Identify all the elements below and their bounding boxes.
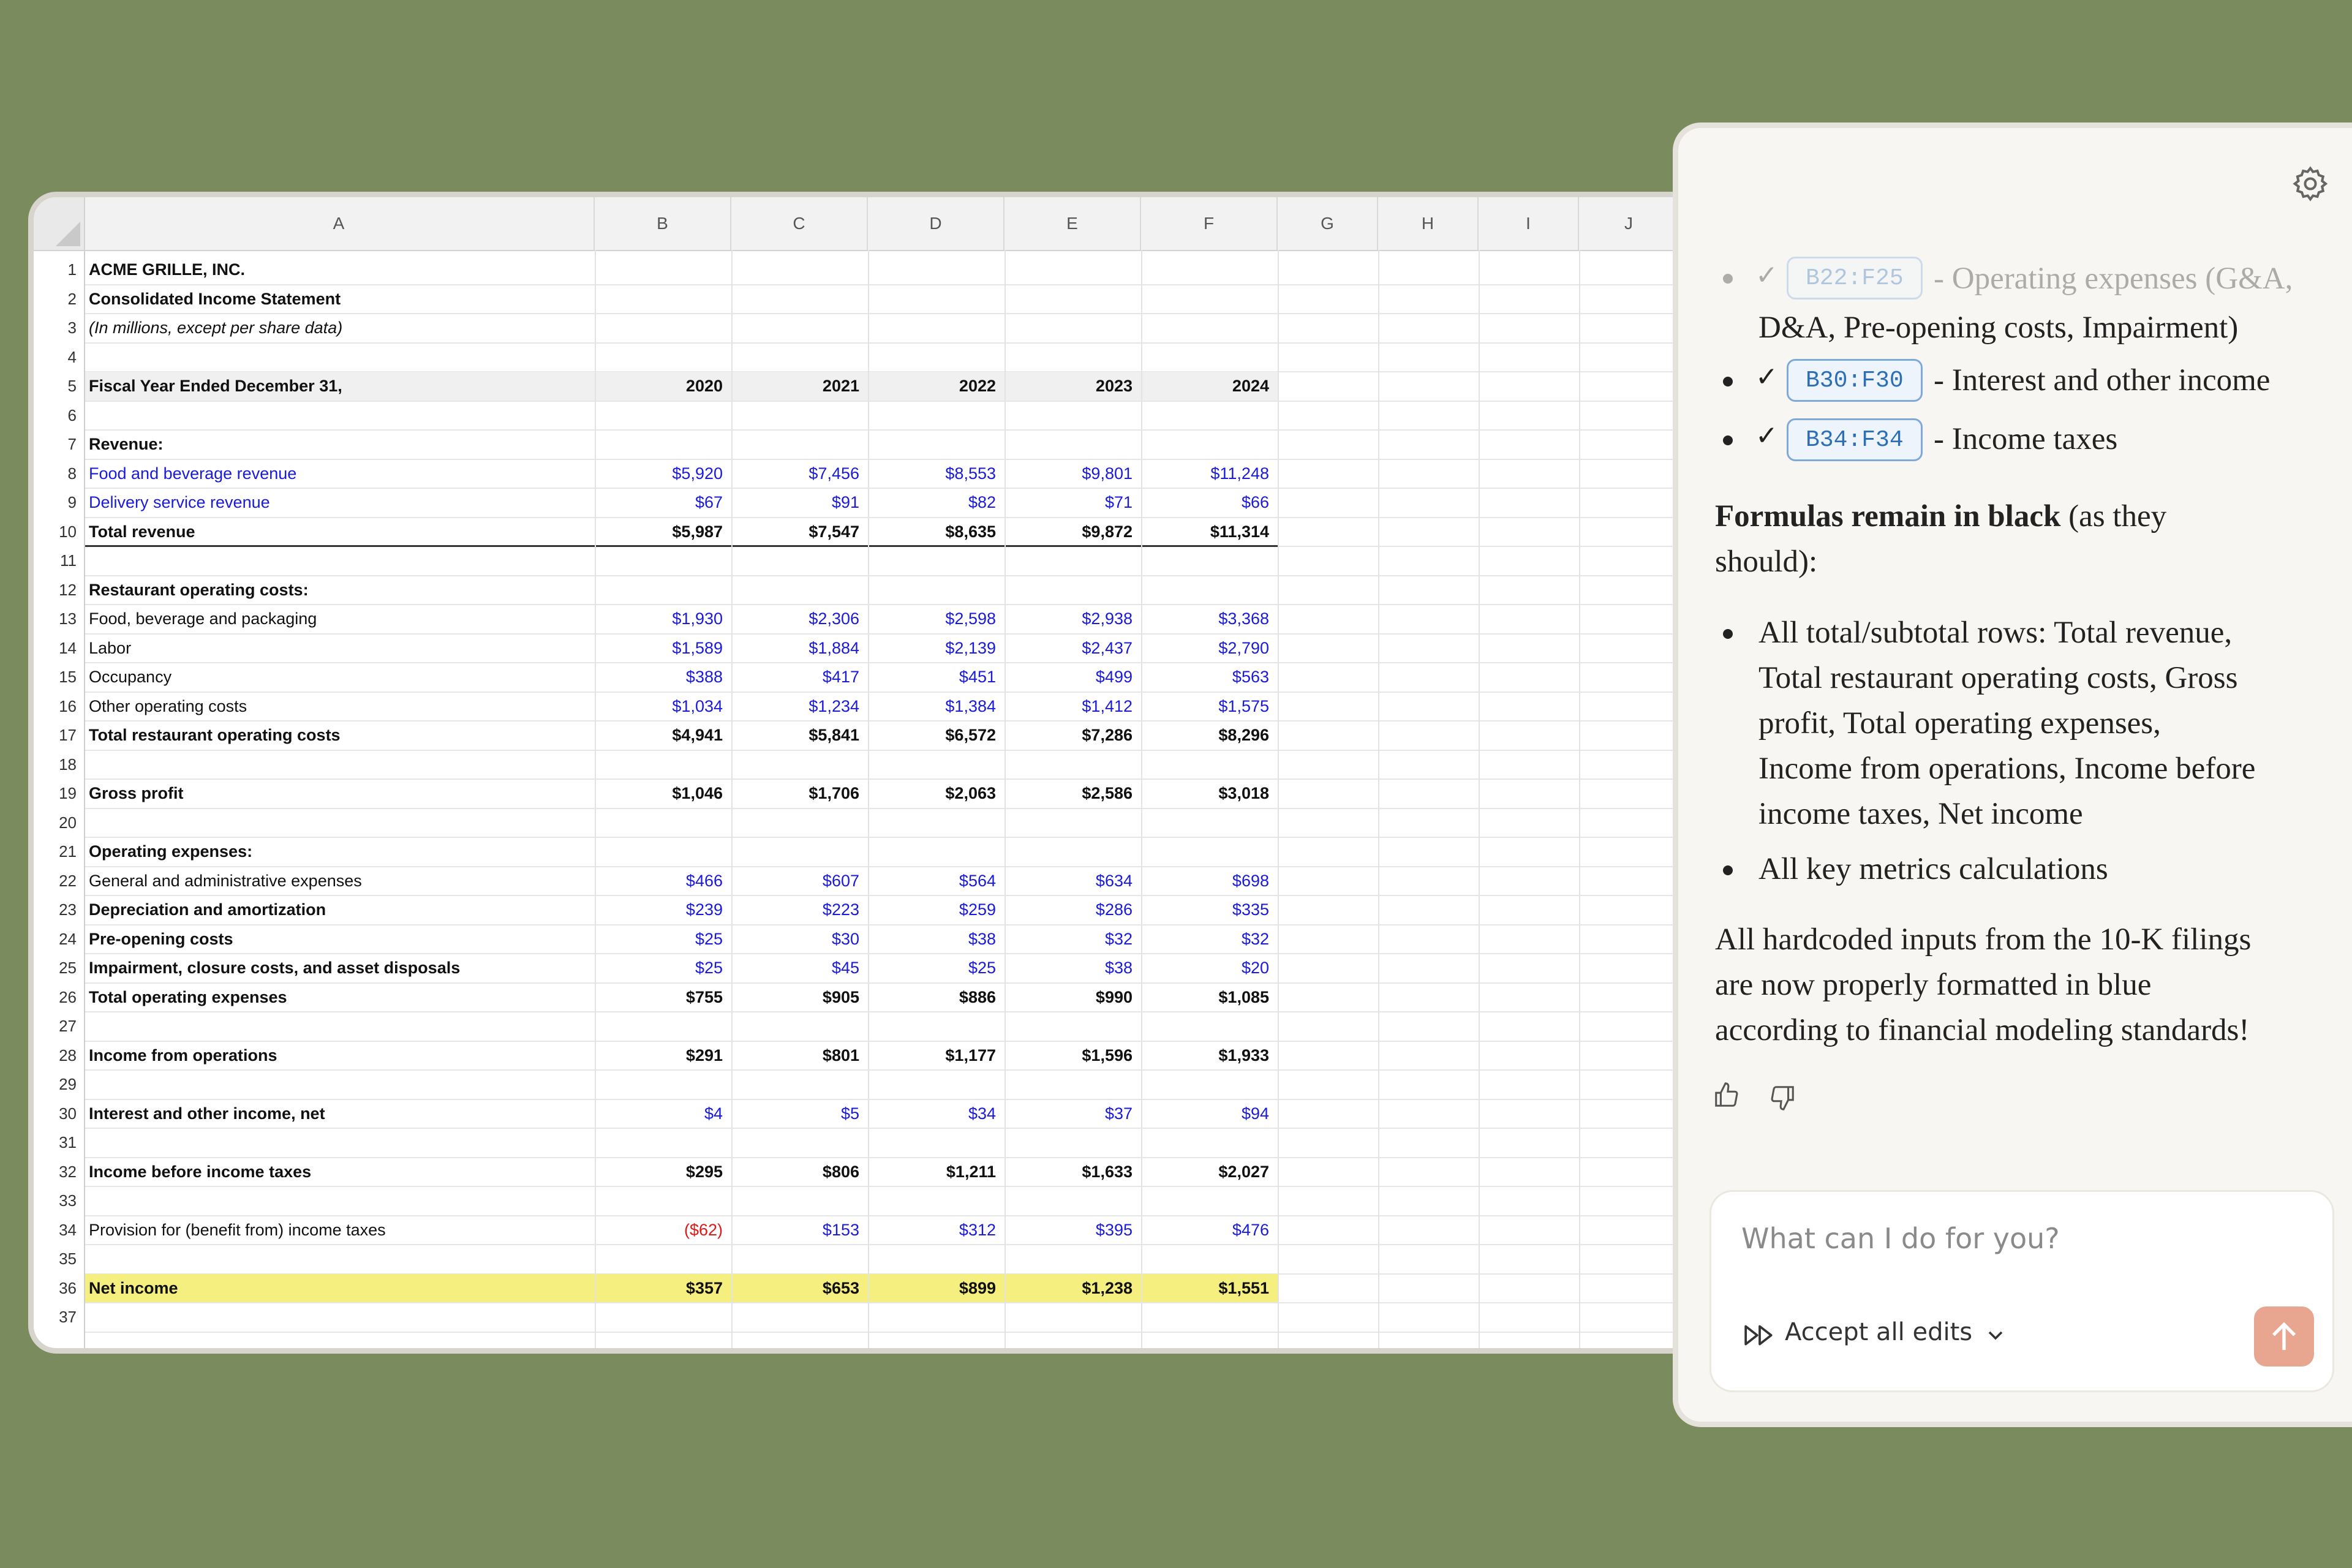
value-cell[interactable]: $4 [704,1104,723,1123]
value-cell[interactable]: $1,933 [1218,1046,1269,1065]
bullet1-line: Total restaurant operating costs, Gross [1758,661,2238,695]
check-icon: ✓ [1755,361,1778,393]
value-cell[interactable]: $1,706 [809,784,859,802]
row-number-divider [84,250,85,1348]
value-cell[interactable]: $37 [1104,1104,1133,1123]
value-cell[interactable]: $34 [968,1104,996,1123]
row-number[interactable]: 14 [34,634,84,663]
value-cell[interactable]: 2022 [959,377,996,395]
row-number[interactable]: 17 [34,721,84,750]
value-cell[interactable]: $1,034 [672,696,723,715]
value-cell[interactable]: $38 [1104,959,1133,977]
formulas-heading [1715,494,2166,539]
value-cell[interactable]: $5 [840,1104,859,1123]
bullet-dot [1723,629,1733,639]
value-cell[interactable]: $11,314 [1210,522,1269,541]
value-cell[interactable]: $3,018 [1218,784,1269,802]
column-header-i[interactable]: I [1479,197,1579,250]
summary-line: All hardcoded inputs from the 10-K filings [1715,922,2252,957]
row-number[interactable]: 25 [34,954,84,983]
value-cell[interactable]: $295 [685,1162,723,1181]
value-cell[interactable]: $1,177 [945,1046,996,1065]
total-underline [84,545,1278,547]
value-cell[interactable]: $25 [695,959,723,977]
row-label[interactable]: Income from operations [89,1046,277,1065]
row-number[interactable]: 31 [34,1128,84,1158]
row-number[interactable]: 9 [34,488,84,518]
value-cell[interactable]: $20 [1241,959,1269,977]
chat-input-placeholder[interactable]: What can I do for you? [1741,1222,2060,1255]
value-cell[interactable]: $25 [968,959,996,977]
value-cell[interactable]: $45 [831,959,859,977]
value-cell[interactable]: $5,841 [809,726,859,744]
row-label[interactable]: Interest and other income, net [89,1104,325,1123]
value-cell[interactable]: $7,547 [809,522,859,541]
column-header-c[interactable]: C [731,197,868,250]
item-text: - Income taxes [1934,422,2118,456]
value-cell[interactable]: $32 [1104,929,1133,948]
column-gridline [1278,250,1279,1348]
value-cell[interactable]: $564 [959,871,996,890]
range-chip-b34-f34[interactable]: B34:F34 [1787,418,1923,461]
row-number[interactable]: 33 [34,1186,84,1216]
row-label[interactable]: ACME GRILLE, INC. [89,260,245,279]
value-cell[interactable]: $1,596 [1082,1046,1133,1065]
value-cell[interactable]: $1,884 [809,638,859,657]
value-cell[interactable]: $905 [822,987,859,1006]
summary-line: according to financial modeling standards! [1715,1013,2250,1047]
value-cell[interactable]: $2,027 [1218,1162,1269,1181]
row-gridline [84,429,1709,431]
value-cell[interactable]: $8,553 [945,464,996,483]
column-gridline [1005,250,1006,1348]
row-number[interactable]: 13 [34,605,84,634]
fast-forward-icon[interactable] [1743,1322,1776,1349]
value-cell[interactable]: $5,920 [672,464,723,483]
value-cell[interactable]: $1,085 [1218,987,1269,1006]
value-cell[interactable]: $30 [831,929,859,948]
row-number[interactable]: 3 [34,314,84,343]
row-number[interactable]: 18 [34,750,84,780]
column-header-b[interactable]: B [595,197,731,250]
value-cell[interactable]: 2024 [1232,377,1269,395]
value-cell[interactable]: $67 [695,493,723,511]
row-number[interactable]: 32 [34,1158,84,1187]
row-gridline [84,575,1709,576]
value-cell[interactable]: $1,589 [672,638,723,657]
gear-icon[interactable] [2291,164,2330,203]
row-label[interactable]: Total operating expenses [89,987,287,1006]
value-cell[interactable]: $499 [1095,668,1133,686]
value-cell[interactable]: $71 [1104,493,1133,511]
value-cell[interactable]: $239 [685,900,723,919]
bullet-dot [1723,274,1733,284]
value-cell[interactable]: $1,412 [1082,696,1133,715]
check-icon: ✓ [1755,420,1778,451]
bullet-dot [1723,865,1733,875]
value-cell[interactable]: $1,551 [1218,1278,1269,1297]
value-cell[interactable]: $806 [822,1162,859,1181]
value-cell[interactable]: $286 [1095,900,1133,919]
value-cell[interactable]: $94 [1241,1104,1269,1123]
bullet1-line: All total/subtotal rows: Total revenue, [1758,616,2233,650]
row-label[interactable]: Other operating costs [89,696,247,715]
row-number[interactable]: 7 [34,430,84,459]
row-label[interactable]: Occupancy [89,668,172,686]
bullet-dot [1723,377,1733,386]
value-cell[interactable]: $9,801 [1082,464,1133,483]
row-number[interactable]: 1 [34,255,84,285]
value-cell[interactable]: $8,635 [945,522,996,541]
select-all-corner[interactable] [34,197,85,250]
value-cell[interactable]: $7,286 [1082,726,1133,744]
value-cell[interactable]: $6,572 [945,726,996,744]
value-cell[interactable]: $2,586 [1082,784,1133,802]
arrow-up-icon [2269,1320,2299,1353]
value-cell[interactable]: $563 [1232,668,1269,686]
column-header-bar [34,197,1709,251]
column-gridline [595,250,596,1348]
value-cell[interactable]: $395 [1095,1220,1133,1239]
value-cell[interactable]: 2023 [1095,377,1133,395]
row-number[interactable]: 21 [34,837,84,867]
bullet-dot [1723,435,1733,445]
value-cell[interactable]: $3,368 [1218,609,1269,628]
row-label[interactable]: Pre-opening costs [89,929,233,948]
row-number[interactable]: 35 [34,1245,84,1274]
chat-input-box[interactable] [1709,1190,2334,1392]
row-number[interactable]: 23 [34,895,84,925]
value-cell[interactable]: ($62) [684,1220,723,1239]
formulas-line2: should): [1715,545,1818,579]
row-label[interactable]: Labor [89,638,132,657]
value-cell[interactable]: $335 [1232,900,1269,919]
row-label[interactable]: Net income [89,1278,178,1297]
accept-all-edits-button[interactable]: Accept all edits [1785,1318,1973,1346]
row-label[interactable]: Restaurant operating costs: [89,580,309,599]
row-label[interactable]: Depreciation and amortization [89,900,326,919]
value-cell[interactable]: $698 [1232,871,1269,890]
value-cell[interactable]: $466 [685,871,723,890]
value-cell[interactable]: $25 [695,929,723,948]
column-gridline [1378,250,1379,1348]
row-label[interactable]: Provision for (benefit from) income taxes [89,1220,386,1239]
value-cell[interactable]: $38 [968,929,996,948]
value-cell[interactable]: $417 [822,668,859,686]
row-number[interactable]: 6 [34,401,84,431]
value-cell[interactable]: $32 [1241,929,1269,948]
row-number[interactable]: 20 [34,809,84,838]
bullet1-line: income taxes, Net income [1758,797,2083,831]
bullet2-text: All key metrics calculations [1758,852,2108,886]
value-cell[interactable]: $2,938 [1082,609,1133,628]
row-number[interactable]: 26 [34,983,84,1012]
row-number[interactable]: 11 [34,546,84,576]
row-label[interactable]: (In millions, except per share data) [89,318,343,337]
value-cell[interactable]: 2020 [685,377,723,395]
row-number[interactable]: 36 [34,1274,84,1303]
column-gridline [1479,250,1480,1348]
row-number[interactable]: 8 [34,459,84,489]
value-cell[interactable]: $8,296 [1218,726,1269,744]
value-cell[interactable]: $223 [822,900,859,919]
value-cell[interactable]: $2,139 [945,638,996,657]
value-cell[interactable]: $1,211 [946,1162,996,1181]
bullet1-line: profit, Total operating expenses, [1758,706,2161,741]
row-number[interactable]: 22 [34,867,84,896]
row-number[interactable]: 10 [34,518,84,547]
value-cell[interactable]: $1,046 [672,784,723,802]
value-cell[interactable]: $82 [968,493,996,511]
column-gridline [868,250,869,1348]
row-gridline [84,837,1709,838]
column-header-f[interactable]: F [1141,197,1278,250]
value-cell[interactable]: $1,384 [945,696,996,715]
value-cell[interactable]: $388 [685,668,723,686]
row-label[interactable]: Impairment, closure costs, and asset disposals [89,959,461,977]
column-header-g[interactable]: G [1278,197,1378,250]
value-cell[interactable]: $291 [685,1046,723,1065]
row-label[interactable]: Delivery service revenue [89,493,270,511]
row-label[interactable]: Food, beverage and packaging [89,609,317,628]
row-label[interactable]: Consolidated Income Statement [89,289,341,308]
column-header-d[interactable]: D [868,197,1005,250]
thumbs-down-icon[interactable] [1768,1084,1796,1112]
value-cell[interactable]: $1,234 [809,696,859,715]
value-cell[interactable]: $801 [822,1046,859,1065]
value-cell[interactable]: $66 [1241,493,1269,511]
value-cell[interactable]: $1,238 [1082,1278,1133,1297]
value-cell[interactable]: $634 [1095,871,1133,890]
value-cell[interactable]: $5,987 [672,522,723,541]
row-number[interactable]: 27 [34,1012,84,1041]
row-label[interactable]: Total revenue [89,522,195,541]
value-cell[interactable]: $2,306 [809,609,859,628]
column-header-j[interactable]: J [1579,197,1679,250]
value-cell[interactable]: $312 [959,1220,996,1239]
value-cell[interactable]: $755 [685,987,723,1006]
value-cell[interactable]: $899 [959,1278,996,1297]
row-number[interactable]: 4 [34,343,84,372]
row-number[interactable]: 30 [34,1099,84,1129]
row-label[interactable]: Fiscal Year Ended December 31, [89,377,342,395]
value-cell[interactable]: $259 [959,900,996,919]
row-number[interactable]: 12 [34,576,84,605]
value-cell[interactable]: $653 [822,1278,859,1297]
item-text: - Interest and other income [1934,363,2271,398]
item-text-continued: D&A, Pre-opening costs, Impairment) [1758,311,2239,345]
bullet1-line: Income from operations, Income before [1758,752,2256,786]
row-number[interactable]: 28 [34,1041,84,1071]
row-label[interactable]: Total restaurant operating costs [89,726,341,744]
row-label[interactable]: Revenue: [89,435,164,453]
range-chip-b22-f25[interactable]: B22:F25 [1787,257,1923,300]
row-number[interactable]: 34 [34,1216,84,1245]
row-label[interactable]: Gross profit [89,784,184,802]
spreadsheet[interactable] [28,192,1715,1354]
value-cell[interactable]: $990 [1095,987,1133,1006]
row-label[interactable]: Operating expenses: [89,842,253,861]
value-cell[interactable]: $2,598 [945,609,996,628]
value-cell[interactable]: $2,437 [1082,638,1133,657]
column-gridline [731,250,733,1348]
value-cell[interactable]: $451 [959,668,996,686]
row-label[interactable]: Income before income taxes [89,1162,312,1181]
check-icon: ✓ [1755,260,1778,291]
value-cell[interactable]: $153 [822,1220,859,1239]
column-header-e[interactable]: E [1005,197,1141,250]
row-number[interactable]: 37 [34,1303,84,1332]
row-number[interactable]: 19 [34,779,84,809]
value-cell[interactable]: $11,248 [1210,464,1269,483]
row-number[interactable]: 5 [34,372,84,401]
summary-line: are now properly formatted in blue [1715,968,2152,1002]
formulas-rest: (as they [2060,499,2167,533]
value-cell[interactable]: $91 [831,493,859,511]
value-cell[interactable]: $2,063 [945,784,996,802]
value-cell[interactable]: 2021 [822,377,859,395]
value-cell[interactable]: $886 [959,987,996,1006]
column-header-h[interactable]: H [1378,197,1479,250]
item-text: - Operating expenses (G&A, [1934,262,2293,296]
value-cell[interactable]: $9,872 [1082,522,1133,541]
value-cell[interactable]: $4,941 [672,726,723,744]
column-gridline [1141,250,1142,1348]
value-cell[interactable]: $7,456 [809,464,859,483]
row-number[interactable]: 24 [34,925,84,954]
column-header-a[interactable]: A [84,197,595,250]
value-cell[interactable]: $1,930 [672,609,723,628]
value-cell[interactable]: $2,790 [1218,638,1269,657]
row-label[interactable]: Food and beverage revenue [89,464,297,483]
chevron-down-icon[interactable] [1986,1327,2005,1342]
row-label[interactable]: General and administrative expenses [89,871,362,890]
value-cell[interactable]: $357 [685,1278,723,1297]
value-cell[interactable]: $1,575 [1218,696,1269,715]
value-cell[interactable]: $607 [822,871,859,890]
formulas-bold: Formulas remain in black [1715,499,2061,533]
value-cell[interactable]: $1,633 [1082,1162,1133,1181]
row-number[interactable]: 16 [34,692,84,722]
thumbs-up-icon[interactable] [1713,1081,1741,1109]
send-button[interactable] [2254,1306,2314,1366]
value-cell[interactable]: $476 [1232,1220,1269,1239]
column-gridline [1579,250,1580,1348]
row-number[interactable]: 2 [34,285,84,314]
row-number[interactable]: 15 [34,663,84,692]
range-chip-b30-f30[interactable]: B30:F30 [1787,359,1923,402]
row-number[interactable]: 29 [34,1070,84,1099]
row-gridline [84,1332,1709,1333]
